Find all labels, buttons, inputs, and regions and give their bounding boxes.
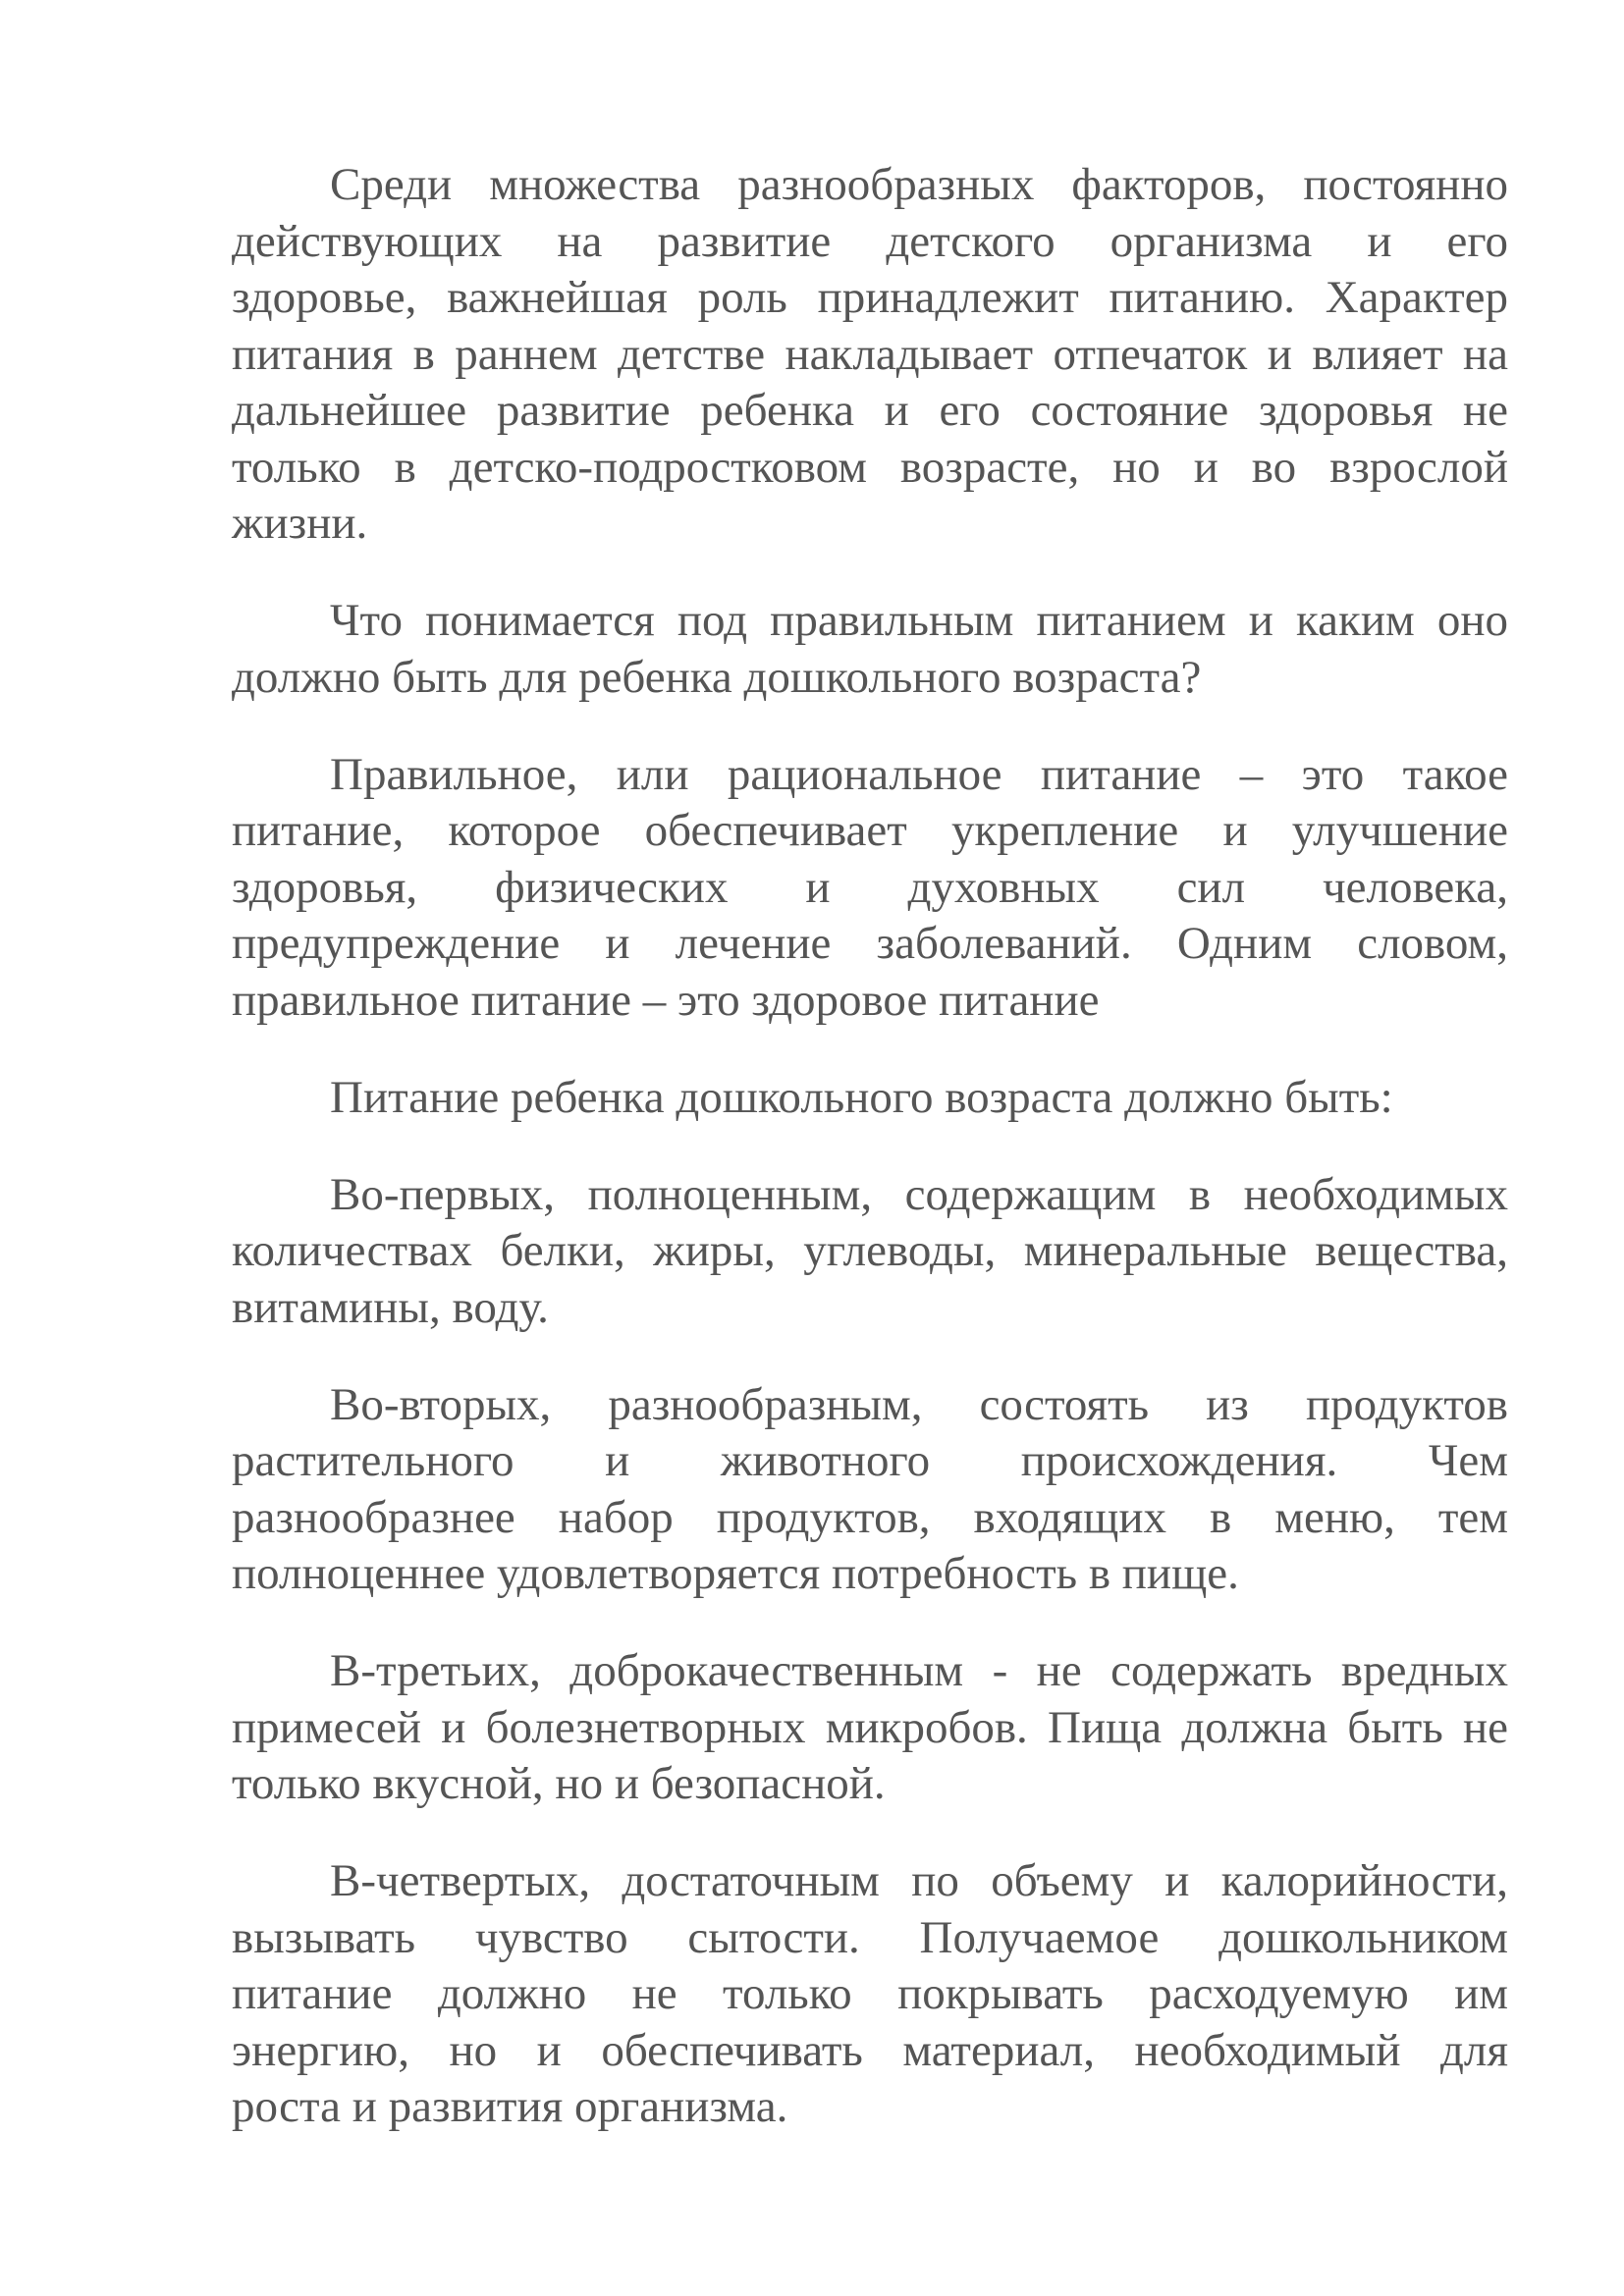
text-line: питание, которое обеспечивает укрепление и улучшение — [232, 805, 1508, 856]
text-line: питание должно не только покрывать расходуемую им — [232, 1968, 1508, 2019]
text-line: полноценнее удовлетворяется потребность в пище. — [232, 1548, 1239, 1599]
text-line: количествах белки, жиры, углеводы, минеральные вещества, — [232, 1225, 1508, 1276]
text-line: Во-первых, полноценным, содержащим в необходимых — [330, 1168, 1508, 1220]
paragraph-intro — [232, 157, 1508, 553]
text-line: только вкусной, но и безопасной. — [232, 1758, 886, 1809]
text-line: здоровье, важнейшая роль принадлежит питанию. Характер — [232, 272, 1508, 323]
text-line: Питание ребенка дошкольного возраста должно быть: — [330, 1071, 1393, 1123]
text-line: должно быть для ребенка дошкольного возраста? — [232, 651, 1202, 703]
paragraph-definition — [232, 747, 1508, 1030]
text-line: вызывать чувство сытости. Получаемое дошкольником — [232, 1911, 1508, 1963]
text-line: В-третьих, доброкачественным - не содержать вредных — [330, 1645, 1508, 1696]
document-page — [232, 157, 1508, 2176]
text-line: Правильное, или рациональное питание – это такое — [330, 748, 1508, 800]
text-line: роста и развития организма. — [232, 2081, 788, 2132]
text-line: питания в раннем детстве накладывает отпечаток и влияет на — [232, 328, 1508, 380]
text-line: растительного и животного происхождения. Чем — [232, 1435, 1508, 1486]
text-line: разнообразнее набор продуктов, входящих в меню, тем — [232, 1491, 1508, 1543]
paragraph-first-point — [232, 1167, 1508, 1337]
text-line: Что понимается под правильным питанием и каким оно — [330, 595, 1508, 646]
text-line: Во-вторых, разнообразным, состоять из продуктов — [330, 1378, 1508, 1430]
text-line: В-четвертых, достаточным по объему и калорийности, — [330, 1855, 1508, 1906]
text-line: жизни. — [232, 498, 368, 549]
text-line: предупреждение и лечение заболеваний. Одним словом, — [232, 918, 1508, 969]
paragraph-second-point — [232, 1377, 1508, 1603]
paragraph-third-point — [232, 1643, 1508, 1813]
text-line: правильное питание – это здоровое питание — [232, 974, 1100, 1026]
paragraph-list-intro — [232, 1070, 1508, 1127]
text-line: действующих на развитие детского организма и его — [232, 215, 1508, 267]
text-line: дальнейшее развитие ребенка и его состояние здоровья не — [232, 385, 1508, 436]
text-line: Среди множества разнообразных факторов, постоянно — [330, 159, 1508, 210]
text-line: только в детско-подростковом возрасте, но и во взрослой — [232, 441, 1508, 493]
text-line: здоровья, физических и духовных сил человека, — [232, 861, 1508, 913]
paragraph-question — [232, 593, 1508, 706]
paragraph-fourth-point — [232, 1853, 1508, 2136]
text-line: витамины, воду. — [232, 1281, 549, 1333]
text-line: энергию, но и обеспечивать материал, необходимый для — [232, 2024, 1508, 2076]
text-line: примесей и болезнетворных микробов. Пища должна быть не — [232, 1701, 1508, 1753]
